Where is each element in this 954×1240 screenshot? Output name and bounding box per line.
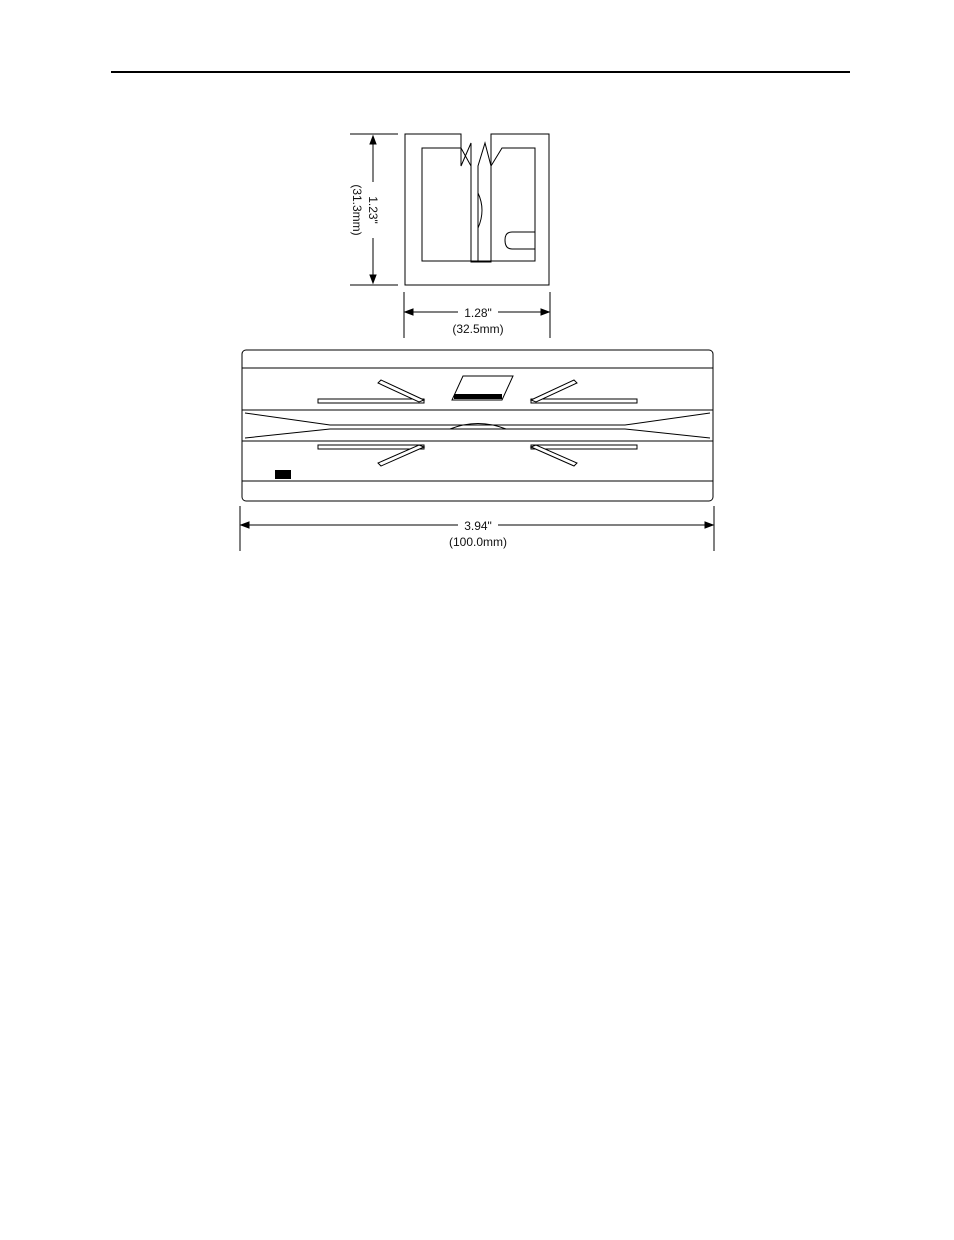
- width-mm-label: (100.0mm): [448, 535, 508, 549]
- card-icon: [452, 376, 513, 400]
- status-led: [275, 470, 291, 479]
- end-view: [405, 134, 549, 285]
- arrow-lower-right: [531, 445, 637, 449]
- slot-head-bump: [450, 424, 506, 430]
- depth-mm-label: (32.5mm): [452, 322, 504, 336]
- arrow-lower-left: [318, 445, 424, 449]
- read-head-bump: [478, 193, 482, 228]
- arrow-upper-right: [531, 399, 637, 403]
- height-inches-label: 1.23": [366, 196, 380, 224]
- depth-inches-label: 1.28": [464, 306, 492, 320]
- front-view: [242, 350, 713, 501]
- arrow-upper-left: [318, 399, 424, 403]
- side-latch: [505, 232, 535, 249]
- width-inches-label: 3.94": [464, 519, 492, 533]
- height-mm-label: (31.3mm): [350, 184, 364, 236]
